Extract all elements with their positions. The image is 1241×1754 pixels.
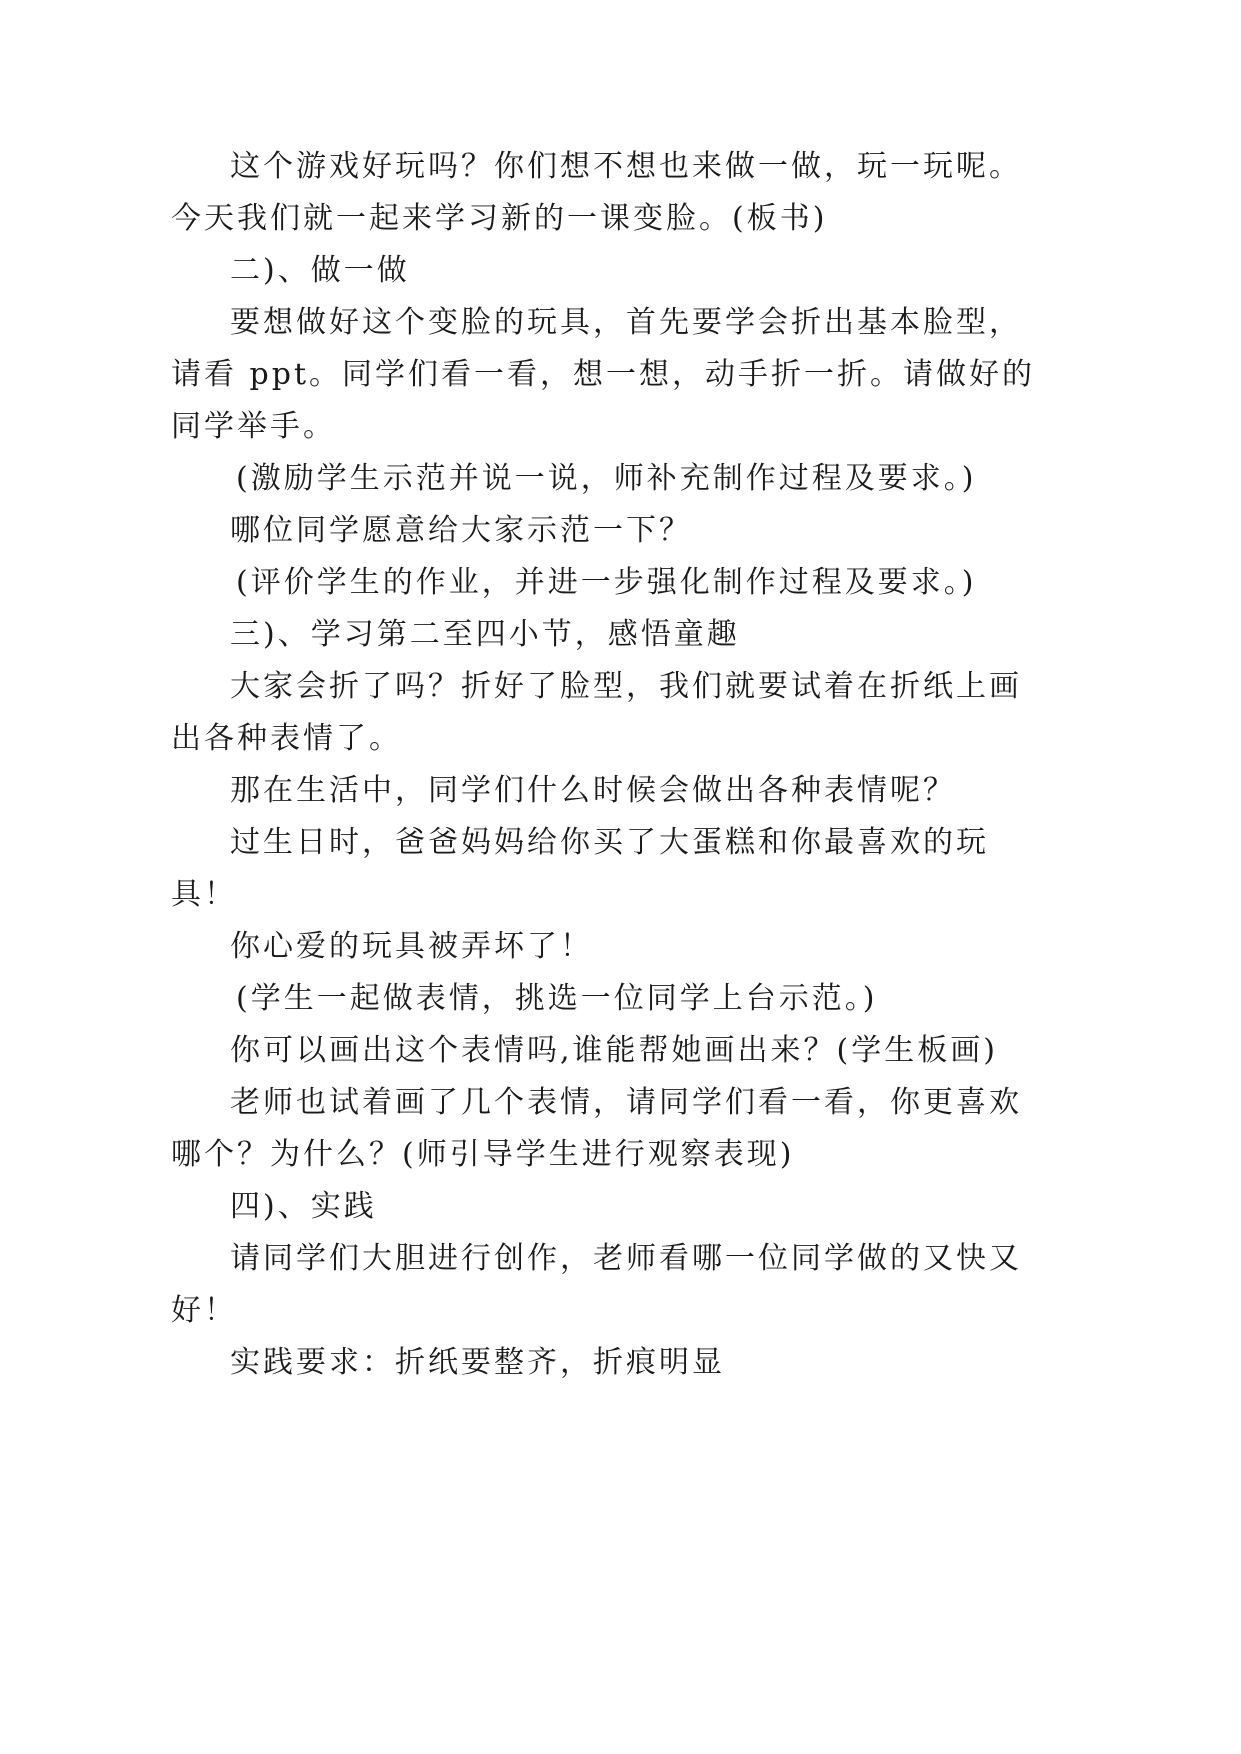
paragraph-line: 好！	[171, 1293, 237, 1328]
paragraph-line: 那在生活中，同学们什么时候会做出各种表情呢？	[230, 773, 956, 808]
paragraph-line: 要想做好这个变脸的玩具，首先要学会折出基本脸型，	[230, 305, 1022, 340]
paragraph-line: 哪个？为什么？(师引导学生进行观察表现)	[171, 1137, 795, 1172]
paragraph-line: 老师也试着画了几个表情，请同学们看一看，你更喜欢	[230, 1085, 1022, 1120]
paragraph-line: (激励学生示范并说一说，师补充制作过程及要求。)	[236, 461, 977, 496]
paragraph-line: (评价学生的作业，并进一步强化制作过程及要求。)	[236, 565, 977, 600]
paragraph-line: 这个游戏好玩吗？你们想不想也来做一做，玩一玩呢。	[230, 149, 1022, 184]
paragraph-line: 你心爱的玩具被弄坏了！	[230, 929, 593, 964]
paragraph-line: 请看 ppt。同学们看一看，想一想，动手折一折。请做好的	[171, 357, 1035, 392]
paragraph-line: 请同学们大胆进行创作，老师看哪一位同学做的又快又	[230, 1241, 1022, 1276]
paragraph-line: 实践要求：折纸要整齐，折痕明显	[230, 1345, 725, 1380]
paragraph-line: 哪位同学愿意给大家示范一下？	[230, 513, 692, 548]
section-heading: 四)、实践	[230, 1189, 377, 1224]
paragraph-line: 具！	[171, 877, 237, 912]
paragraph-line: 出各种表情了。	[171, 721, 402, 756]
section-heading: 二)、做一做	[230, 253, 410, 288]
paragraph-line: 过生日时，爸爸妈妈给你买了大蛋糕和你最喜欢的玩	[230, 825, 989, 860]
paragraph-line: (学生一起做表情，挑选一位同学上台示范。)	[236, 981, 878, 1016]
paragraph-line: 大家会折了吗？折好了脸型，我们就要试着在折纸上画	[230, 669, 1022, 704]
section-heading: 三)、学习第二至四小节，感悟童趣	[230, 617, 740, 652]
paragraph-line: 你可以画出这个表情吗,谁能帮她画出来？(学生板画)	[230, 1033, 998, 1068]
paragraph-line: 同学举手。	[171, 409, 336, 444]
paragraph-line: 今天我们就一起来学习新的一课变脸。(板书)	[171, 201, 828, 236]
